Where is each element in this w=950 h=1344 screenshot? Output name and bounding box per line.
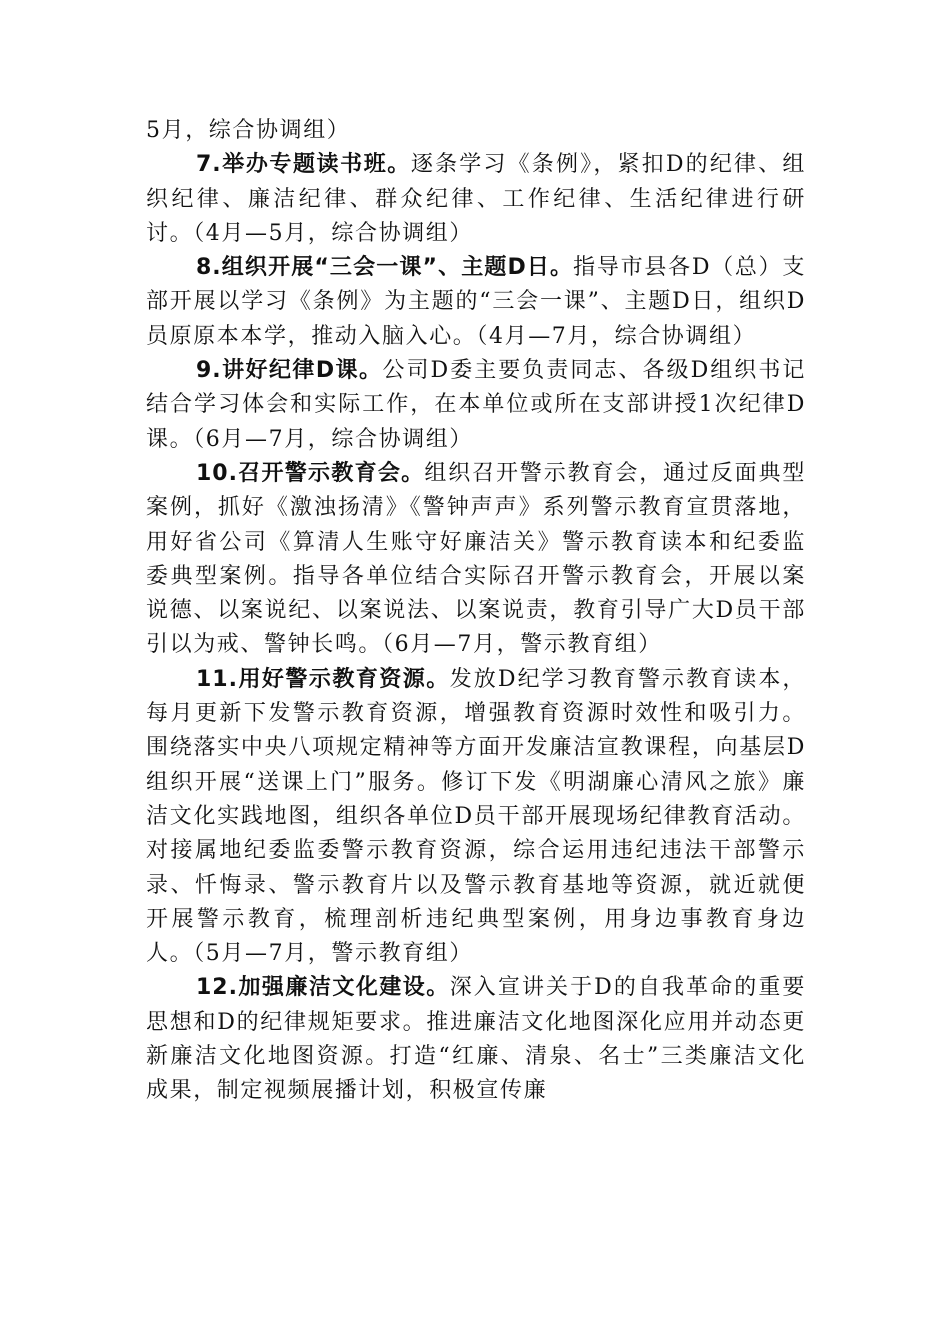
paragraph-item-8	[146, 251, 806, 354]
paragraph-body: 指导市县各D（总）支部开展以学习《条例》为主题的“三会一课”、主题D日，组织D员原原本本学，推动入脑入心。（4月—7月，综合协调组）	[146, 255, 806, 349]
paragraph-heading: 9.讲好纪律D课。	[196, 358, 383, 384]
paragraph-heading: 8.组织开展“三会一课”、主题D日。	[196, 255, 574, 281]
paragraph-item-11	[146, 663, 806, 972]
paragraph-item-12	[146, 971, 806, 1108]
paragraph-heading: 7.举办专题读书班。	[196, 152, 411, 178]
paragraph-continuation	[146, 114, 806, 148]
paragraph-item-7	[146, 148, 806, 251]
paragraph-heading: 11.用好警示教育资源。	[196, 666, 450, 692]
paragraph-item-10	[146, 457, 806, 663]
paragraph-body: 组织召开警示教育会，通过反面典型案例，抓好《激浊扬清》《警钟声声》系列警示教育宣贯落地，用好省公司《算清人生账守好廉洁关》警示教育读本和纪委监委典型案例。指导各单位结合实际召开警示教育会，开展以案说德、以案说纪、以案说法、以案说责，教育引导广大D员干部引以为戒、警钟长鸣。（6月—7月，警示教育组）	[146, 460, 806, 658]
paragraph-heading: 10.召开警示教育会。	[196, 460, 425, 486]
paragraph-body: 发放D纪学习教育警示教育读本，每月更新下发警示教育资源，增强教育资源时效性和吸引力。围绕落实中央八项规定精神等方面开发廉洁宣教课程，向基层D组织开展“送课上门”服务。修订下发《明湖廉心清风之旅》廉洁文化实践地图，组织各单位D员干部开展现场纪律教育活动。对接属地纪委监委警示教育资源，综合运用违纪违法干部警示录、忏悔录、警示教育片以及警示教育基地等资源，就近就便开展警示教育，梳理剖析违纪典型案例，用身边事教育身边人。（5月—7月，警示教育组）	[146, 666, 806, 967]
paragraph-item-9	[146, 354, 806, 457]
paragraph-body: 深入宣讲关于D的自我革命的重要思想和D的纪律规矩要求。推进廉洁文化地图深化应用并动态更新廉洁文化地图资源。打造“红廉、清泉、名士”三类廉洁文化成果，制定视频展播计划，积极宣传廉	[146, 975, 806, 1104]
document-body	[146, 114, 806, 1109]
paragraph-body: 公司D委主要负责同志、各级D组织书记结合学习体会和实际工作，在本单位或所在支部讲授1次纪律D课。（6月—7月，综合协调组）	[146, 358, 806, 452]
paragraph-heading: 12.加强廉洁文化建设。	[196, 975, 450, 1001]
paragraph-body: 5月，综合协调组）	[146, 118, 351, 143]
paragraph-body: 逐条学习《条例》，紧扣D的纪律、组织纪律、廉洁纪律、群众纪律、工作纪律、生活纪律进行研讨。（4月—5月，综合协调组）	[146, 152, 807, 246]
